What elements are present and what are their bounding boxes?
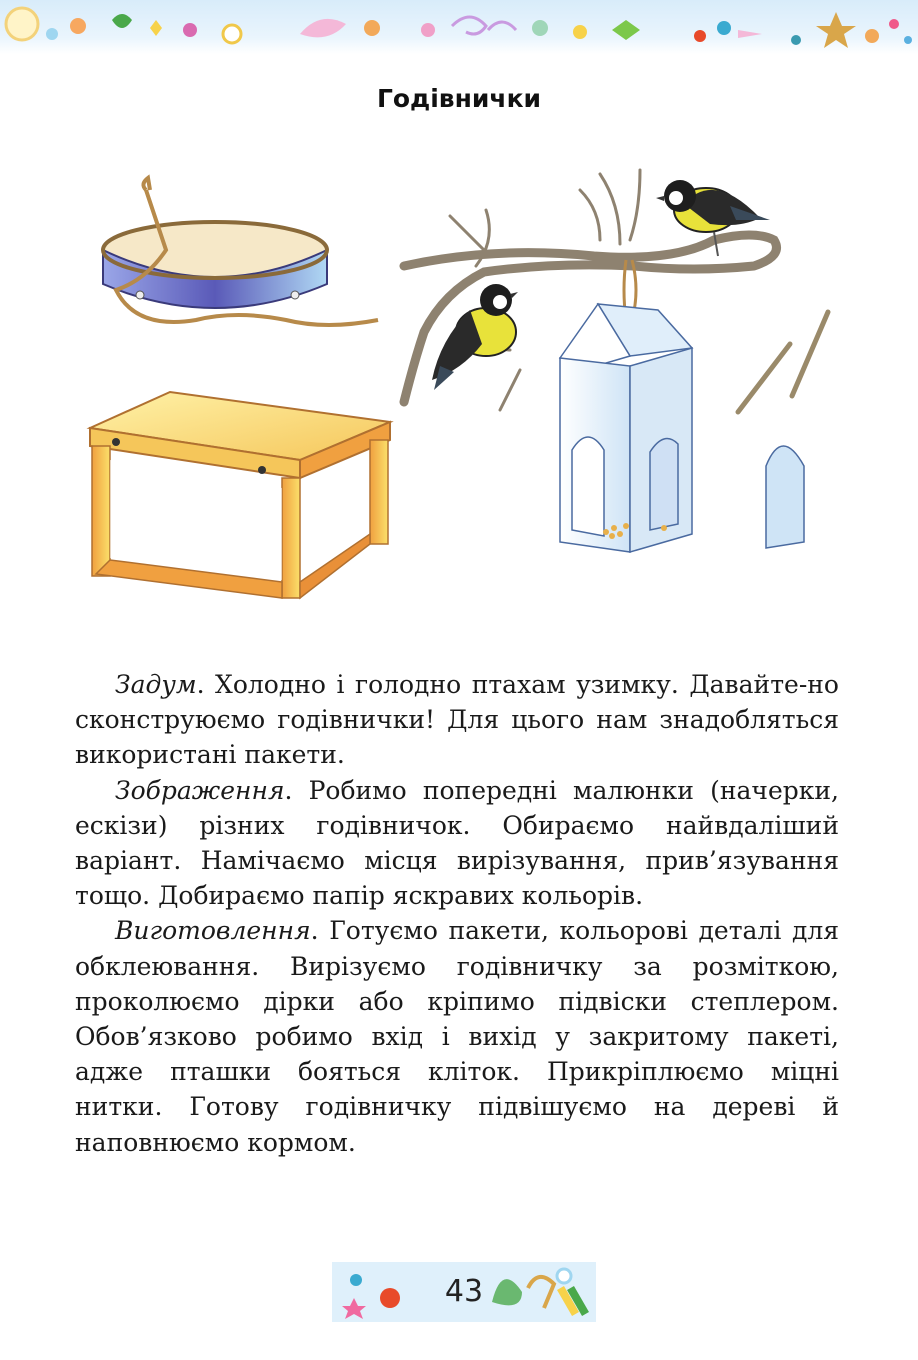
paragraph-text: . Холодно і голодно птахам узимку. Давайте-но сконструюємо годівнички! Для цього нам знадобляться використані пакети.	[75, 670, 839, 770]
milk-carton-feeder-icon	[560, 260, 828, 552]
page-title: Годівнички	[376, 84, 542, 113]
body-text	[75, 667, 839, 1160]
paragraph-text: . Готуємо пакети, кольорові деталі для обклеювання. Вирізуємо годівничку за розміткою, проколюємо дірки або кріпимо підвіски степлером. Обов’язково робимо вхід і вихід у закритому пакеті, адже пташки бояться кліток. Прикріплюємо міцні нитки. Готову годівничку підвішуємо на дереві й наповнюємо кормом.	[75, 916, 839, 1157]
paragraph-lead: Виготовлення	[115, 916, 311, 946]
paragraph-text: . Робимо попередні малюнки (начерки, ескізи) різних годівничок. Обираємо найвдаліший варіант. Намічаємо місця вирізування, прив’язування тощо. Добираємо папір яскравих кольорів.	[75, 775, 839, 911]
page-number: 43	[444, 1274, 484, 1309]
paragraph-intent	[75, 667, 839, 773]
page-footer	[332, 1262, 596, 1322]
feeders-illustration	[0, 160, 918, 620]
paragraph-image	[75, 773, 839, 914]
paragraph-lead: Зображення	[115, 775, 285, 805]
box-frame-feeder-icon	[90, 392, 390, 598]
decorative-top-border	[0, 0, 918, 54]
paragraph-making	[75, 913, 839, 1159]
paragraph-lead: Задум	[115, 670, 197, 699]
round-tray-feeder-icon	[103, 178, 378, 325]
